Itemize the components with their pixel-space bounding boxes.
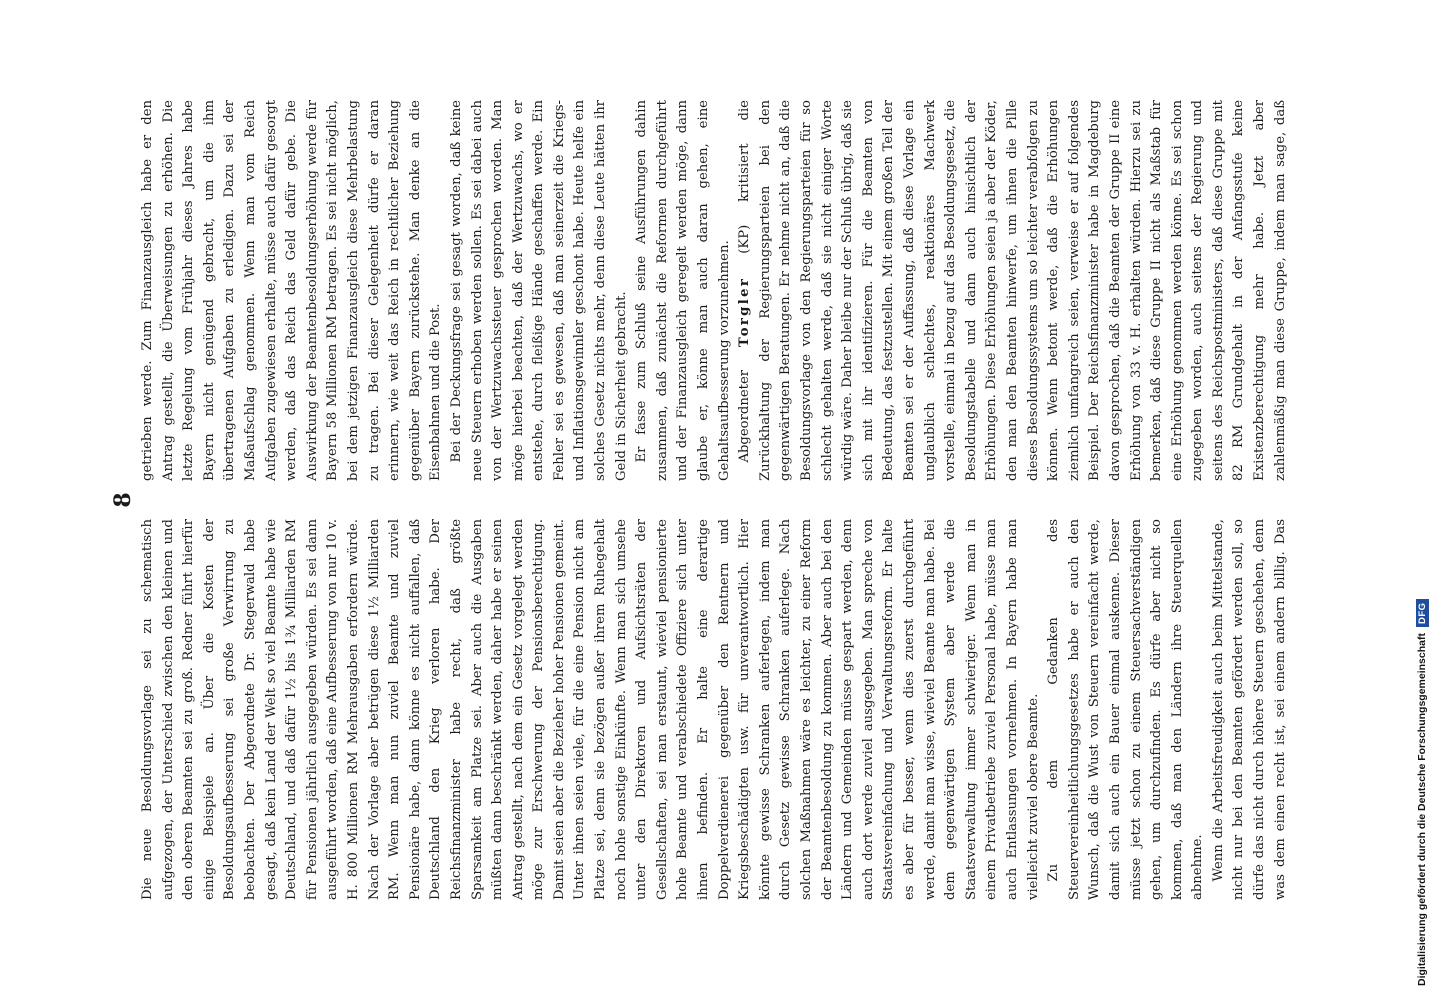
column-right xyxy=(138,100,1288,481)
page-number: 8 xyxy=(110,492,136,508)
text-columns xyxy=(138,100,1288,900)
paragraph: Wenn die Arbeitsfreudigkeit auch beim Mittelstande, nicht nur bei den Beamten gefördert werden soll, so dürfe das nicht durch höhere Steuern geschehen, denn was dem einen recht ist, sei einem andern billig. Das xyxy=(1210,519,1288,900)
page-number-row xyxy=(108,100,136,900)
speech-paragraph xyxy=(735,100,1288,481)
paragraph: Er fasse zum Schluß seine Ausführungen dahin zusammen, daß zunächst die Reformen durchgeführt und der Finanzausgleich geregelt werden möge, dann glaube er, könne man auch daran gehen, eine Gehaltsaufbesserung vorzunehmen. xyxy=(634,100,732,481)
paragraph: Die neue Besoldungsvorlage sei zu schematisch aufgezogen, der Unterschied zwischen den kleinen und den oberen Beamten sei zu groß. Redner führt hierfür einige Beispiele an. Über die Kosten der Besoldungsaufbesserung sei große Verwirrung zu beobachten. Der Abgeordnete Dr. Stegerwald habe gesagt, daß kein Land der Welt so viel Beamte habe wie Deutschland, und daß dafür 1½ bis 1¾ Milliarden RM für Pensionen jährlich ausgegeben würden. Es sei dann ausgeführt worden, daß eine Aufbesserung von nur 10 v. H. 800 Millionen RM Mehrausgaben erfordern würde. Nach der Vorlage aber betrügen diese 1½ Milliarden RM. Wenn man nun zuviel Beamte und zuviel Pensionäre habe, dann könne es nicht auffallen, daß Deutschland den Krieg verloren habe. Der Reichsfinanzminister habe recht, daß größte Sparsamkeit am Platze sei. Aber auch die Ausgaben müßten dann beschränkt werden, daher habe er seinen Antrag gestellt, nach dem ein Gesetz vorgelegt werden möge zur Erschwerung der Pensionsberechtigung. Damit seien aber die Bezieher hoher Pensionen gemeint. Unter ihnen seien viele, für die eine Pension nicht am Platze sei, denn sie bezögen außer ihrem Ruhegehalt noch hohe sonstige Einkünfte. Wenn man sich umsehe unter den Direktoren und Aufsichtsräten der Gesellschaften, sei man erstaunt, wieviel pensionierte hohe Beamte und verabschiedete Offiziere sich unter ihnen befinden. Er halte eine derartige Doppelverdienerei gegenüber den Rentnern und Kriegsbeschädigten usw. für unverantwortlich. Hier könnte gewisse Schranken auferlegen, indem man durch Gesetz gewisse Schranken auferlege. Nach solchen Maßnahmen wäre es leichter, zu einer Reform der Beamtenbesoldung zu kommen. Aber auch bei den Ländern und Gemeinden müsse gespart werden, denn auch dort werde zuviel ausgegeben. Man spreche von Staatsvereinfachung und Verwaltungsreform. Er halte es aber für besser, wenn dies zuerst durchgeführt werde, damit man wisse, wieviel Beamte man habe. Bei dem gegenwärtigen System aber werde die Staatsverwaltung immer schwieriger. Wenn man in einem Privatbetriebe zuviel Personal habe, müsse man auch Entlassungen vornehmen. In Bayern habe man vielleicht zuviel obere Beamte. xyxy=(140,519,1041,900)
speech-text: (KP) kritisiert die Zurückhaltung der Regierungsparteien bei den gegenwärtigen Beratungen. Er nehme nicht an, daß die Besoldungsvorlage von den Regierungsparteien für so schlecht gehalten werde, daß sie nicht einiger Worte würdig wäre. Daher bleibe nur der Schluß übrig, daß sie sich mit ihr identifizieren. Für die Beamten von Bedeutung, das festzustellen. Mit einem großen Teil der Beamten sei er der Auffassung, daß diese Vorlage ein unglaublich schlechtes, reaktionäres Machwerk vorstelle, einmal in bezug auf das Besoldungsgesetz, die Besoldungstabelle und dann auch hinsichtlich der Erhöhungen. Diese Erhöhungen seien ja aber der Köder, den man den Beamten hinwerfe, um ihnen die Pille dieses Besoldungssystems um so leichter verabfolgen zu können. Wenn betont werde, daß die Erhöhungen ziemlich umfangreich seien, verweise er auf folgendes Beispiel. Der Reichsfinanzminister habe in Magdeburg davon gesprochen, daß die Beamten der Gruppe II eine Erhöhung von 33 v. H. erhalten würden. Hierzu sei zu bemerken, daß diese Gruppe II nicht als Maßstab für eine Erhöhung genommen werden könne. Es sei schon zugegeben worden, auch seitens der Regierung und seitens des Reichspostministers, daß diese Gruppe mit 82 RM Grundgehalt in der Anfangsstufe keine Existenzberechtigung mehr habe. Jetzt aber zahlenmäßig man diese Gruppe, indem man sage, daß xyxy=(737,100,1288,481)
dfg-logo: DFG xyxy=(1416,599,1429,627)
rotated-document xyxy=(108,100,1288,900)
credit-text: Digitalisierung gefördert durch die Deutsche Forschungsgemeinschaft xyxy=(1416,633,1428,986)
column-left xyxy=(138,519,1288,900)
paragraph: Bei der Deckungsfrage sei gesagt worden, daß keine neue Steuern erhoben werden sollen. Es sei dabei auch von der Wertzuwachssteuer gesprochen worden. Man möge hierbei beachten, daß der Wertzuwachs, wo er entstehe, durch fleißige Hände geschaffen werde. Ein Fehler sei es gewesen, daß man seinerzeit die Kriegs- und Inflationsgewinnler geschont habe. Heute helfe ein solches Gesetz nichts mehr, denn diese Leute hätten ihr Geld in Sicherheit gebracht. xyxy=(448,100,629,481)
speaker-prefix: Abgeordneter xyxy=(737,369,753,463)
paragraph: getrieben werde. Zum Finanzausgleich habe er den Antrag gestellt, die Überweisungen zu erhöhen. Die letzte Regelung vom Frühjahr dieses Jahres habe Bayern nicht genügend gebracht, um die ihm übertragenen Aufgaben zu erledigen. Dazu sei der Maßaufschlag genommen. Wenn man vom Reich Aufgaben zugewiesen erhalte, müsse auch dafür gesorgt werden, daß das Reich das Geld dafür gebe. Die Auswirkung der Beamtenbesoldungserhöhung werde für Bayern 58 Millionen RM betragen. Es sei nicht möglich, bei dem jetzigen Finanzausgleich diese Mehrbelastung zu tragen. Bei dieser Gelegenheit dürfe er daran erinnern, wie weit das Reich in rechtlicher Beziehung gegenüber Bayern zurückstehe. Man denke an die Eisenbahnen und die Post. xyxy=(140,100,444,481)
digitization-credit xyxy=(1412,14,1432,986)
speaker-name: Torgler xyxy=(737,276,753,347)
paragraph: Zu dem Gedanken des Steuervereinheitlichungsgesetzes habe er auch den Wunsch, daß die Wust von Steuern vereinfacht werde, damit sich auch ein Bauer einmal auskenne. Dieser müsse jetzt schon zu einem Steuersachverständigen gehen, um durchzufinden. Es dürfe aber nicht so kommen, daß man den Ländern ihre Steuerquellen abnehme. xyxy=(1046,519,1206,900)
